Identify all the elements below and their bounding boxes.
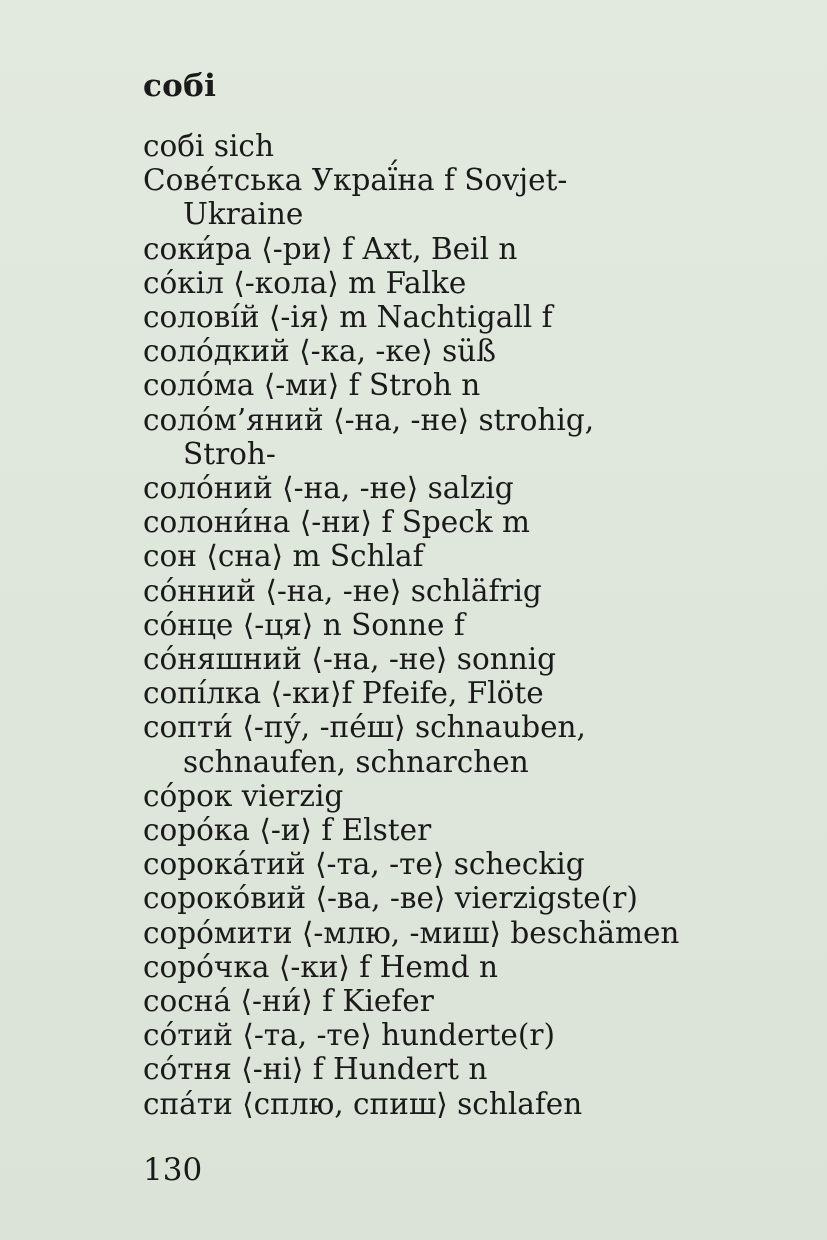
- entry-definition: ⟨-на, -не⟩ schläfrig: [255, 573, 542, 608]
- entry-headword: сон: [143, 539, 197, 574]
- entry-headword: сосна́: [143, 984, 232, 1019]
- entry-headword: со́нний: [143, 573, 256, 608]
- entry-headword: солові́й: [143, 300, 260, 335]
- dictionary-entry: [143, 950, 743, 984]
- dictionary-entry: [143, 1018, 743, 1052]
- dictionary-entry: [143, 710, 743, 778]
- entry-line: [143, 710, 586, 744]
- entry-headword: соло́м’яний: [143, 402, 324, 437]
- entry-definition: ⟨-на, -не⟩ salzig: [272, 471, 514, 506]
- dictionary-entry: [143, 505, 743, 539]
- entry-headword: со́нце: [143, 607, 234, 642]
- dictionary-entry: [143, 539, 743, 573]
- entry-definition: ⟨-на, -не⟩ sonnig: [301, 642, 557, 677]
- entry-definition: sich: [204, 129, 274, 163]
- entry-definition: ⟨-ми⟩ f Stroh n: [254, 368, 481, 403]
- dictionary-entry: [143, 232, 743, 266]
- entry-definition: ⟨-пу́, -пе́ш⟩ schnauben,: [232, 710, 586, 745]
- dictionary-entry: [143, 984, 743, 1018]
- dictionary-entry: [143, 1087, 743, 1121]
- entry-line: [143, 881, 638, 915]
- dictionary-entry: [143, 266, 743, 300]
- dictionary-entry: [143, 163, 743, 231]
- entry-list: [143, 129, 743, 1121]
- entry-line: [143, 984, 434, 1018]
- entry-headword: солони́на: [143, 505, 291, 540]
- dictionary-entry: [143, 779, 743, 813]
- entry-headword: соро́мити: [143, 915, 293, 950]
- entry-line: [143, 1018, 555, 1052]
- entry-continuation: Stroh-: [183, 436, 276, 471]
- entry-definition: f Sovjet-: [434, 163, 568, 198]
- entry-line: [143, 1087, 582, 1121]
- entry-definition: vierzig: [232, 778, 344, 813]
- dictionary-entry: [143, 847, 743, 881]
- entry-headword: соло́ма: [143, 368, 255, 403]
- entry-headword: соки́ра: [143, 231, 252, 266]
- entry-continuation: Ukraine: [183, 197, 304, 232]
- entry-headword: сопти́: [143, 710, 233, 745]
- entry-line: [143, 574, 542, 608]
- page-number: 130: [143, 1152, 203, 1188]
- dictionary-entry: [143, 608, 743, 642]
- dictionary-entry: [143, 881, 743, 915]
- entry-headword: соло́ний: [143, 471, 273, 506]
- entry-headword: со́тня: [143, 1052, 232, 1087]
- entry-definition: ⟨-и⟩ f Elster: [249, 813, 432, 848]
- entry-line: [143, 813, 431, 847]
- dictionary-entry: [143, 334, 743, 368]
- entry-line: [143, 779, 343, 813]
- entry-headword: со́тий: [143, 1018, 233, 1053]
- entry-definition: ⟨-ва, -ве⟩ vierzigste(r): [306, 881, 638, 916]
- running-head: собі: [143, 68, 217, 104]
- entry-line: [143, 266, 466, 300]
- entry-definition: ⟨сна⟩ m Schlaf: [196, 539, 424, 574]
- entry-line: [143, 368, 480, 402]
- entry-headword: сорока́тий: [143, 847, 306, 882]
- dictionary-entry: [143, 813, 743, 847]
- entry-line: [143, 642, 556, 676]
- entry-headword: со́няшний: [143, 642, 302, 677]
- entry-line: [143, 539, 424, 573]
- entry-line: [143, 300, 552, 334]
- entry-headword: собі: [143, 129, 205, 163]
- entry-continuation: schnaufen, schnarchen: [183, 744, 529, 779]
- entry-definition: ⟨-та, -те⟩ scheckig: [305, 847, 585, 882]
- entry-line: [143, 163, 567, 197]
- entry-definition: ⟨-ки⟩ f Hemd n: [269, 949, 499, 984]
- entry-headword: Сове́тська Украї́на: [143, 163, 435, 198]
- entry-definition: ⟨-млю, -миш⟩ beschämen: [292, 915, 680, 950]
- dictionary-entry: [143, 368, 743, 402]
- dictionary-entry: [143, 129, 743, 163]
- dictionary-entry: [143, 676, 743, 710]
- entry-definition: ⟨-кола⟩ m Falke: [223, 265, 467, 300]
- dictionary-entry: [143, 403, 743, 471]
- entry-line: [143, 847, 585, 881]
- entry-line: [143, 403, 594, 437]
- entry-headword: со́рок: [143, 778, 233, 813]
- dictionary-entry: [143, 1052, 743, 1086]
- entry-headword: соро́чка: [143, 949, 270, 984]
- entry-line: [143, 608, 465, 642]
- entry-line: [143, 334, 496, 368]
- entry-line: [143, 950, 498, 984]
- entry-line: [143, 676, 544, 710]
- entry-definition: ⟨сплю, спиш⟩ schlafen: [232, 1086, 583, 1121]
- entry-definition: ⟨-ни́⟩ f Kiefer: [231, 984, 434, 1019]
- dictionary-entry: [143, 574, 743, 608]
- entry-definition: ⟨-ка, -ке⟩ süß: [289, 334, 496, 369]
- entry-line: [143, 1052, 487, 1086]
- entry-headword: спа́ти: [143, 1086, 233, 1121]
- entry-headword: соро́ка: [143, 813, 250, 848]
- entry-headword: сороко́вий: [143, 881, 307, 916]
- dictionary-entry: [143, 300, 743, 334]
- entry-headword: сопі́лка: [143, 676, 262, 711]
- entry-line: [143, 129, 274, 163]
- dictionary-entry: [143, 916, 743, 950]
- entry-line: [143, 471, 514, 505]
- entry-definition: ⟨-ця⟩ n Sonne f: [233, 607, 465, 642]
- entry-definition: ⟨-ни⟩ f Speck m: [290, 505, 531, 540]
- entry-definition: ⟨-на, -не⟩ strohig,: [323, 402, 595, 437]
- entry-line: [143, 916, 679, 950]
- entry-definition: ⟨-та, -те⟩ hunderte(r): [232, 1018, 555, 1053]
- entry-definition: ⟨-ні⟩ f Hundert n: [231, 1052, 488, 1087]
- entry-definition: ⟨-ри⟩ f Axt, Beil n: [251, 231, 518, 266]
- entry-line: [143, 505, 530, 539]
- dictionary-entry: [143, 471, 743, 505]
- entry-definition: ⟨-ія⟩ m Nachtigall f: [259, 300, 553, 335]
- entry-headword: со́кіл: [143, 265, 224, 300]
- entry-headword: соло́дкий: [143, 334, 290, 369]
- entry-line: [143, 232, 517, 266]
- dictionary-entry: [143, 642, 743, 676]
- entry-definition: ⟨-ки⟩f Pfeife, Flöte: [261, 676, 544, 711]
